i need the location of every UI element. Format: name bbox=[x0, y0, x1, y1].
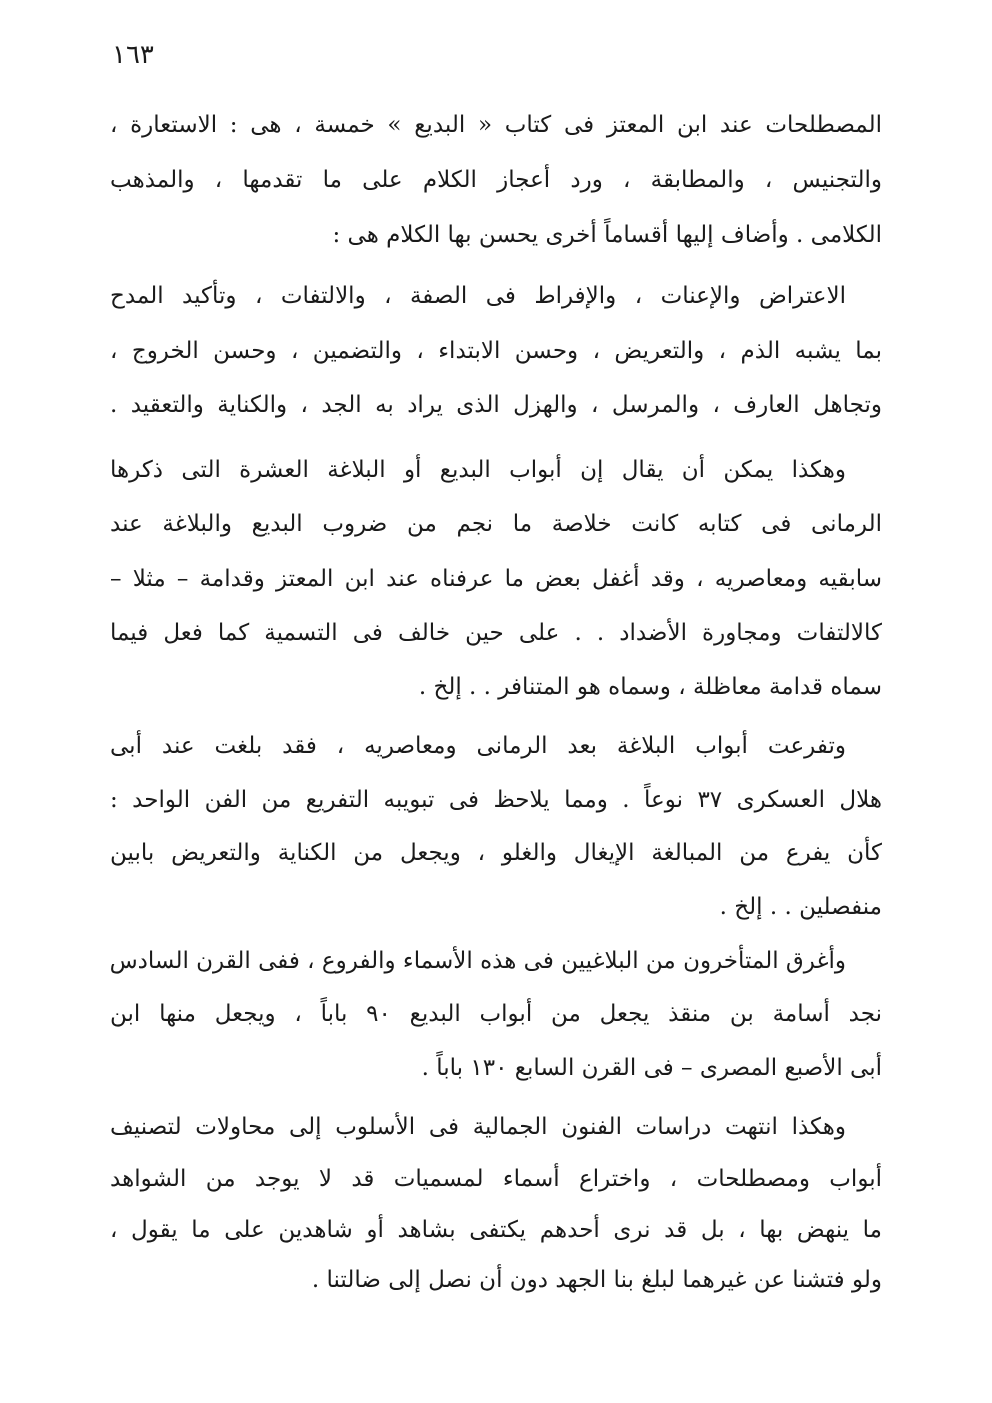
text-line: أبواب ومصطلحات ، واختراع أسماء لمسميات قد لا يوجد من الشواهد bbox=[110, 1166, 882, 1192]
text-line: ولو فتشنا عن غيرهما لبلغ بنا الجهد دون أن نصل إلى ضالتنا . bbox=[311, 1267, 882, 1293]
text-line: سماه قدامة معاظلة ، وسماه هو المتنافر . . إلخ . bbox=[418, 674, 882, 700]
text-line: كأن يفرع من المبالغة الإيغال والغلو ، ويجعل من الكناية والتعريض بابين bbox=[110, 840, 882, 866]
text-line: وهكذا انتهت دراسات الفنون الجمالية فى الأسلوب إلى محاولات لتصنيف bbox=[110, 1114, 846, 1140]
text-line: بما يشبه الذم ، والتعريض ، وحسن الابتداء ، والتضمين ، وحسن الخروج ، bbox=[110, 338, 882, 364]
text-line: والتجنيس ، والمطابقة ، ورد أعجاز الكلام على ما تقدمها ، والمذهب bbox=[110, 167, 882, 193]
text-line: أبى الأصبع المصرى – فى القرن السابع ١٣٠ باباً . bbox=[421, 1055, 882, 1081]
text-line: وهكذا يمكن أن يقال إن أبواب البديع أو البلاغة العشرة التى ذكرها bbox=[110, 457, 846, 483]
text-line: المصطلحات عند ابن المعتز فى كتاب « البديع » خمسة ، هى : الاستعارة ، bbox=[110, 112, 882, 138]
text-line: وتفرعت أبواب البلاغة بعد الرمانى ومعاصريه ، فقد بلغت عند أبى bbox=[110, 733, 846, 759]
text-line: منفصلين . . إلخ . bbox=[719, 894, 882, 920]
page-number: ١٦٣ bbox=[112, 40, 154, 70]
text-line: نجد أسامة بن منقذ يجعل من أبواب البديع ٩٠ باباً ، ويجعل منها ابن bbox=[110, 1001, 882, 1027]
text-line: هلال العسكرى ٣٧ نوعاً . ومما يلاحظ فى تبويبه التفريع من الفن الواحد : bbox=[110, 787, 882, 813]
text-line: وأغرق المتأخرون من البلاغيين فى هذه الأسماء والفروع ، ففى القرن السادس bbox=[110, 948, 846, 974]
text-line: كالالتفات ومجاورة الأضداد . . على حين خالف فى التسمية كما فعل فيما bbox=[110, 620, 882, 646]
text-line: الرمانى فى كتابه كانت خلاصة ما نجم من ضروب البديع والبلاغة عند bbox=[110, 511, 882, 537]
text-line: سابقيه ومعاصريه ، وقد أغفل بعض ما عرفناه عند ابن المعتز وقدامة – مثلا – bbox=[110, 566, 882, 592]
text-line: الاعتراض والإعنات ، والإفراط فى الصفة ، والالتفات ، وتأكيد المدح bbox=[110, 283, 846, 309]
text-line: الكلامى . وأضاف إليها أقساماً أخرى يحسن بها الكلام هى : bbox=[332, 222, 882, 248]
text-line: ما ينهض بها ، بل قد نرى أحدهم يكتفى بشاهد أو شاهدين على ما يقول ، bbox=[110, 1217, 882, 1243]
text-line: وتجاهل العارف ، والمرسل ، والهزل الذى يراد به الجد ، والكناية والتعقيد . bbox=[110, 392, 882, 418]
